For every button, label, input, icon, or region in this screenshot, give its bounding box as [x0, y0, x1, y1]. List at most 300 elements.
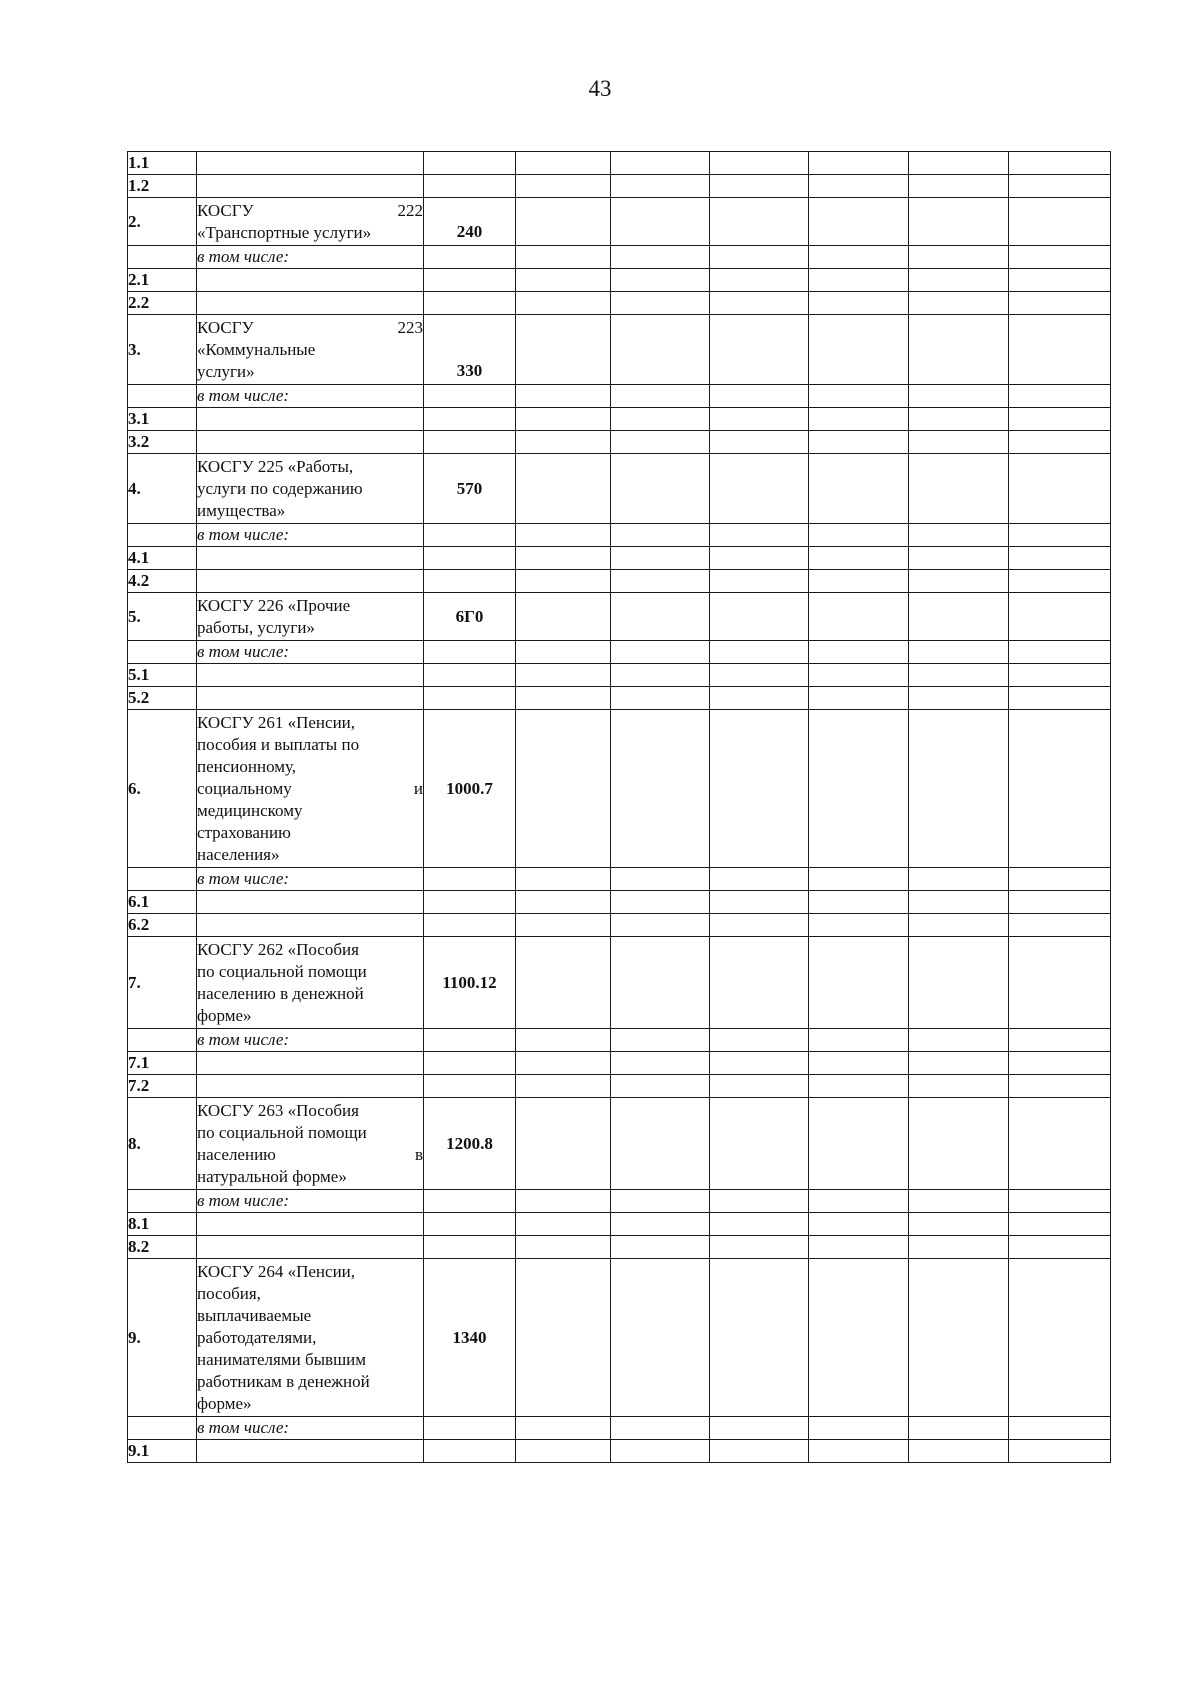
empty-cell [611, 1052, 710, 1075]
empty-cell [809, 1052, 909, 1075]
description-line [197, 1305, 423, 1327]
empty-cell [611, 1259, 710, 1417]
row-value [424, 1213, 516, 1236]
description-text: КОСГУ [197, 317, 254, 337]
empty-cell [909, 547, 1009, 570]
description-text: работы, услуги» [197, 617, 315, 637]
row-number [128, 524, 197, 547]
empty-cell [1009, 1075, 1111, 1098]
empty-cell [710, 431, 809, 454]
empty-cell [611, 315, 710, 385]
empty-cell [1009, 570, 1111, 593]
empty-cell [1009, 868, 1111, 891]
table-row [128, 198, 1111, 246]
empty-cell [611, 1440, 710, 1463]
table-row [128, 1236, 1111, 1259]
empty-cell [1009, 175, 1111, 198]
empty-cell [1009, 1417, 1111, 1440]
description-text: страхованию [197, 822, 291, 842]
row-number: 8.1 [128, 1213, 197, 1236]
empty-cell [909, 292, 1009, 315]
empty-cell [516, 1190, 611, 1213]
description-text: по социальной помощи [197, 1122, 367, 1142]
row-description [197, 687, 424, 710]
empty-cell [710, 292, 809, 315]
description-line [197, 500, 423, 522]
row-number [128, 1190, 197, 1213]
empty-cell [909, 1075, 1009, 1098]
empty-cell [809, 570, 909, 593]
table-row [128, 1029, 1111, 1052]
empty-cell [710, 269, 809, 292]
empty-cell [516, 431, 611, 454]
empty-cell [809, 269, 909, 292]
row-value [424, 547, 516, 570]
row-value [424, 868, 516, 891]
empty-cell [710, 1417, 809, 1440]
row-description [197, 1259, 424, 1417]
description-text: работникам в денежной [197, 1371, 370, 1391]
description-line [197, 712, 423, 734]
empty-cell [516, 664, 611, 687]
row-number: 5.2 [128, 687, 197, 710]
row-value [424, 431, 516, 454]
row-description [197, 292, 424, 315]
empty-cell [710, 593, 809, 641]
empty-cell [611, 914, 710, 937]
description-line [197, 1100, 423, 1122]
empty-cell [611, 431, 710, 454]
empty-cell [710, 524, 809, 547]
empty-cell [809, 891, 909, 914]
table-row [128, 454, 1111, 524]
description-line [197, 1166, 423, 1188]
row-value [424, 1029, 516, 1052]
row-value: 1200.8 [424, 1098, 516, 1190]
description-line [197, 1005, 423, 1027]
description-line [197, 478, 423, 500]
empty-cell [516, 1052, 611, 1075]
row-number: 3. [128, 315, 197, 385]
empty-cell [710, 664, 809, 687]
description-line [197, 983, 423, 1005]
empty-cell [809, 246, 909, 269]
empty-cell [710, 408, 809, 431]
empty-cell [710, 1440, 809, 1463]
empty-cell [1009, 914, 1111, 937]
table-row [128, 1213, 1111, 1236]
empty-cell [611, 246, 710, 269]
table-row [128, 1259, 1111, 1417]
empty-cell [611, 1075, 710, 1098]
table-row [128, 1052, 1111, 1075]
description-line [197, 800, 423, 822]
empty-cell [611, 570, 710, 593]
description-line [197, 317, 423, 339]
row-number: 7.1 [128, 1052, 197, 1075]
empty-cell [1009, 937, 1111, 1029]
empty-cell [809, 315, 909, 385]
row-number: 7. [128, 937, 197, 1029]
table-row [128, 1417, 1111, 1440]
empty-cell [809, 593, 909, 641]
table-row [128, 547, 1111, 570]
row-value [424, 152, 516, 175]
description-text: КОСГУ 264 «Пенсии, [197, 1261, 356, 1281]
description-text: по социальной помощи [197, 961, 367, 981]
empty-cell [809, 1259, 909, 1417]
empty-cell [710, 175, 809, 198]
row-value [424, 408, 516, 431]
including-label: в том числе: [197, 246, 424, 269]
empty-cell [710, 1075, 809, 1098]
including-label: в том числе: [197, 1190, 424, 1213]
empty-cell [516, 687, 611, 710]
empty-cell [1009, 408, 1111, 431]
empty-cell [516, 175, 611, 198]
empty-cell [710, 641, 809, 664]
empty-cell [1009, 1236, 1111, 1259]
empty-cell [611, 1190, 710, 1213]
empty-cell [611, 547, 710, 570]
empty-cell [809, 914, 909, 937]
row-description [197, 891, 424, 914]
description-text: имущества» [197, 500, 286, 520]
empty-cell [516, 914, 611, 937]
table-row [128, 868, 1111, 891]
empty-cell [710, 1259, 809, 1417]
table-row [128, 431, 1111, 454]
empty-cell [1009, 641, 1111, 664]
description-text: КОСГУ 226 «Прочие [197, 595, 351, 615]
empty-cell [516, 524, 611, 547]
empty-cell [1009, 1029, 1111, 1052]
description-line [197, 617, 423, 639]
empty-cell [809, 641, 909, 664]
empty-cell [710, 914, 809, 937]
description-line [197, 222, 423, 244]
row-description [197, 431, 424, 454]
description-line [197, 756, 423, 778]
table-row [128, 1075, 1111, 1098]
empty-cell [611, 1213, 710, 1236]
row-number: 9. [128, 1259, 197, 1417]
row-description [197, 408, 424, 431]
empty-cell [1009, 269, 1111, 292]
empty-cell [1009, 152, 1111, 175]
empty-cell [516, 385, 611, 408]
empty-cell [1009, 547, 1111, 570]
empty-cell [710, 868, 809, 891]
empty-cell [809, 1236, 909, 1259]
row-value: 240 [424, 198, 516, 246]
row-value [424, 1417, 516, 1440]
row-value: 6Г0 [424, 593, 516, 641]
description-text: пенсионному, [197, 756, 297, 776]
description-text: нанимателями бывшим [197, 1349, 367, 1369]
empty-cell [516, 408, 611, 431]
table-row [128, 710, 1111, 868]
table-row [128, 292, 1111, 315]
empty-cell [809, 454, 909, 524]
empty-cell [516, 292, 611, 315]
description-text: выплачиваемые [197, 1305, 312, 1325]
empty-cell [710, 547, 809, 570]
empty-cell [909, 593, 1009, 641]
row-description [197, 937, 424, 1029]
empty-cell [516, 1259, 611, 1417]
row-value [424, 914, 516, 937]
including-label: в том числе: [197, 1029, 424, 1052]
table-row [128, 593, 1111, 641]
description-line [197, 339, 423, 361]
description-text: пособия, [197, 1283, 261, 1303]
row-description [197, 1213, 424, 1236]
empty-cell [516, 269, 611, 292]
row-description [197, 454, 424, 524]
description-line [197, 1393, 423, 1415]
row-number: 1.2 [128, 175, 197, 198]
row-value: 330 [424, 315, 516, 385]
empty-cell [909, 687, 1009, 710]
empty-cell [611, 269, 710, 292]
description-text: КОСГУ 262 «Пособия [197, 939, 359, 959]
empty-cell [1009, 292, 1111, 315]
row-description [197, 1052, 424, 1075]
empty-cell [516, 1029, 611, 1052]
row-value [424, 1190, 516, 1213]
row-value [424, 570, 516, 593]
empty-cell [909, 152, 1009, 175]
row-value [424, 524, 516, 547]
description-text: 222 [397, 200, 423, 220]
empty-cell [710, 1213, 809, 1236]
row-description [197, 1236, 424, 1259]
empty-cell [516, 937, 611, 1029]
empty-cell [809, 385, 909, 408]
row-description [197, 547, 424, 570]
empty-cell [710, 1190, 809, 1213]
empty-cell [611, 1029, 710, 1052]
empty-cell [909, 198, 1009, 246]
budget-table [127, 151, 1111, 1463]
empty-cell [710, 246, 809, 269]
table-row [128, 269, 1111, 292]
description-text: КОСГУ 225 «Работы, [197, 456, 354, 476]
empty-cell [809, 1098, 909, 1190]
empty-cell [909, 664, 1009, 687]
empty-cell [909, 315, 1009, 385]
empty-cell [611, 687, 710, 710]
row-value: 1000.7 [424, 710, 516, 868]
table-row [128, 246, 1111, 269]
empty-cell [710, 198, 809, 246]
table-row [128, 914, 1111, 937]
description-line [197, 361, 423, 383]
empty-cell [710, 570, 809, 593]
empty-cell [909, 937, 1009, 1029]
row-value: 1340 [424, 1259, 516, 1417]
empty-cell [516, 868, 611, 891]
description-text: и [413, 778, 423, 798]
table-row [128, 152, 1111, 175]
row-value [424, 687, 516, 710]
empty-cell [1009, 315, 1111, 385]
empty-cell [909, 524, 1009, 547]
empty-cell [809, 547, 909, 570]
row-number: 6.2 [128, 914, 197, 937]
empty-cell [611, 868, 710, 891]
empty-cell [909, 1190, 1009, 1213]
empty-cell [909, 1417, 1009, 1440]
row-description [197, 152, 424, 175]
empty-cell [611, 152, 710, 175]
empty-cell [1009, 385, 1111, 408]
description-line [197, 1327, 423, 1349]
row-value: 570 [424, 454, 516, 524]
row-number: 3.2 [128, 431, 197, 454]
row-value [424, 641, 516, 664]
row-value [424, 292, 516, 315]
table-row [128, 385, 1111, 408]
empty-cell [516, 1440, 611, 1463]
row-number: 6. [128, 710, 197, 868]
empty-cell [516, 1213, 611, 1236]
empty-cell [809, 664, 909, 687]
empty-cell [809, 292, 909, 315]
empty-cell [1009, 454, 1111, 524]
empty-cell [611, 593, 710, 641]
empty-cell [1009, 431, 1111, 454]
table-row [128, 315, 1111, 385]
empty-cell [710, 710, 809, 868]
row-number: 4. [128, 454, 197, 524]
table-row [128, 1190, 1111, 1213]
empty-cell [809, 710, 909, 868]
description-line [197, 734, 423, 756]
empty-cell [809, 1190, 909, 1213]
empty-cell [909, 246, 1009, 269]
description-text: КОСГУ 261 «Пенсии, [197, 712, 356, 732]
row-number: 8. [128, 1098, 197, 1190]
row-value [424, 891, 516, 914]
row-value [424, 1075, 516, 1098]
empty-cell [809, 687, 909, 710]
including-label: в том числе: [197, 385, 424, 408]
empty-cell [909, 710, 1009, 868]
empty-cell [1009, 687, 1111, 710]
empty-cell [516, 641, 611, 664]
empty-cell [809, 198, 909, 246]
empty-cell [809, 175, 909, 198]
description-line [197, 844, 423, 866]
page-number: 43 [588, 76, 612, 101]
description-text: КОСГУ 263 «Пособия [197, 1100, 359, 1120]
empty-cell [516, 198, 611, 246]
row-value [424, 1440, 516, 1463]
empty-cell [909, 1259, 1009, 1417]
empty-cell [611, 454, 710, 524]
row-number [128, 246, 197, 269]
description-text: «Транспортные услуги» [197, 222, 372, 242]
row-number: 5.1 [128, 664, 197, 687]
empty-cell [909, 1213, 1009, 1236]
row-description [197, 914, 424, 937]
empty-cell [611, 198, 710, 246]
row-number: 9.1 [128, 1440, 197, 1463]
empty-cell [516, 547, 611, 570]
row-description [197, 570, 424, 593]
description-text: 223 [397, 317, 423, 337]
description-text: КОСГУ [197, 200, 254, 220]
empty-cell [909, 891, 1009, 914]
table-row [128, 891, 1111, 914]
empty-cell [909, 1440, 1009, 1463]
empty-cell [611, 524, 710, 547]
description-line [197, 1144, 423, 1166]
empty-cell [710, 891, 809, 914]
row-description [197, 710, 424, 868]
row-number [128, 1029, 197, 1052]
empty-cell [516, 1417, 611, 1440]
empty-cell [809, 431, 909, 454]
empty-cell [909, 385, 1009, 408]
empty-cell [909, 1029, 1009, 1052]
empty-cell [611, 385, 710, 408]
row-description [197, 269, 424, 292]
empty-cell [909, 454, 1009, 524]
row-number: 2.2 [128, 292, 197, 315]
row-number: 4.2 [128, 570, 197, 593]
empty-cell [611, 664, 710, 687]
empty-cell [710, 687, 809, 710]
description-text: населению в денежной [197, 983, 364, 1003]
table-row [128, 937, 1111, 1029]
empty-cell [909, 570, 1009, 593]
empty-cell [611, 408, 710, 431]
table-row [128, 664, 1111, 687]
table-row [128, 1098, 1111, 1190]
row-number: 2. [128, 198, 197, 246]
row-description [197, 175, 424, 198]
description-text: «Коммунальные [197, 339, 316, 359]
table-row [128, 408, 1111, 431]
empty-cell [909, 1052, 1009, 1075]
empty-cell [909, 175, 1009, 198]
description-text: форме» [197, 1005, 252, 1025]
row-value [424, 1236, 516, 1259]
empty-cell [909, 1098, 1009, 1190]
row-number: 2.1 [128, 269, 197, 292]
including-label: в том числе: [197, 641, 424, 664]
empty-cell [1009, 1213, 1111, 1236]
row-value [424, 385, 516, 408]
description-text: форме» [197, 1393, 252, 1413]
including-label: в том числе: [197, 868, 424, 891]
empty-cell [611, 1417, 710, 1440]
table-row [128, 687, 1111, 710]
empty-cell [909, 1236, 1009, 1259]
empty-cell [611, 1098, 710, 1190]
empty-cell [809, 1075, 909, 1098]
empty-cell [710, 315, 809, 385]
description-line [197, 939, 423, 961]
description-text: работодателями, [197, 1327, 317, 1347]
description-text: услуги» [197, 361, 255, 381]
empty-cell [809, 868, 909, 891]
row-number: 3.1 [128, 408, 197, 431]
empty-cell [611, 891, 710, 914]
